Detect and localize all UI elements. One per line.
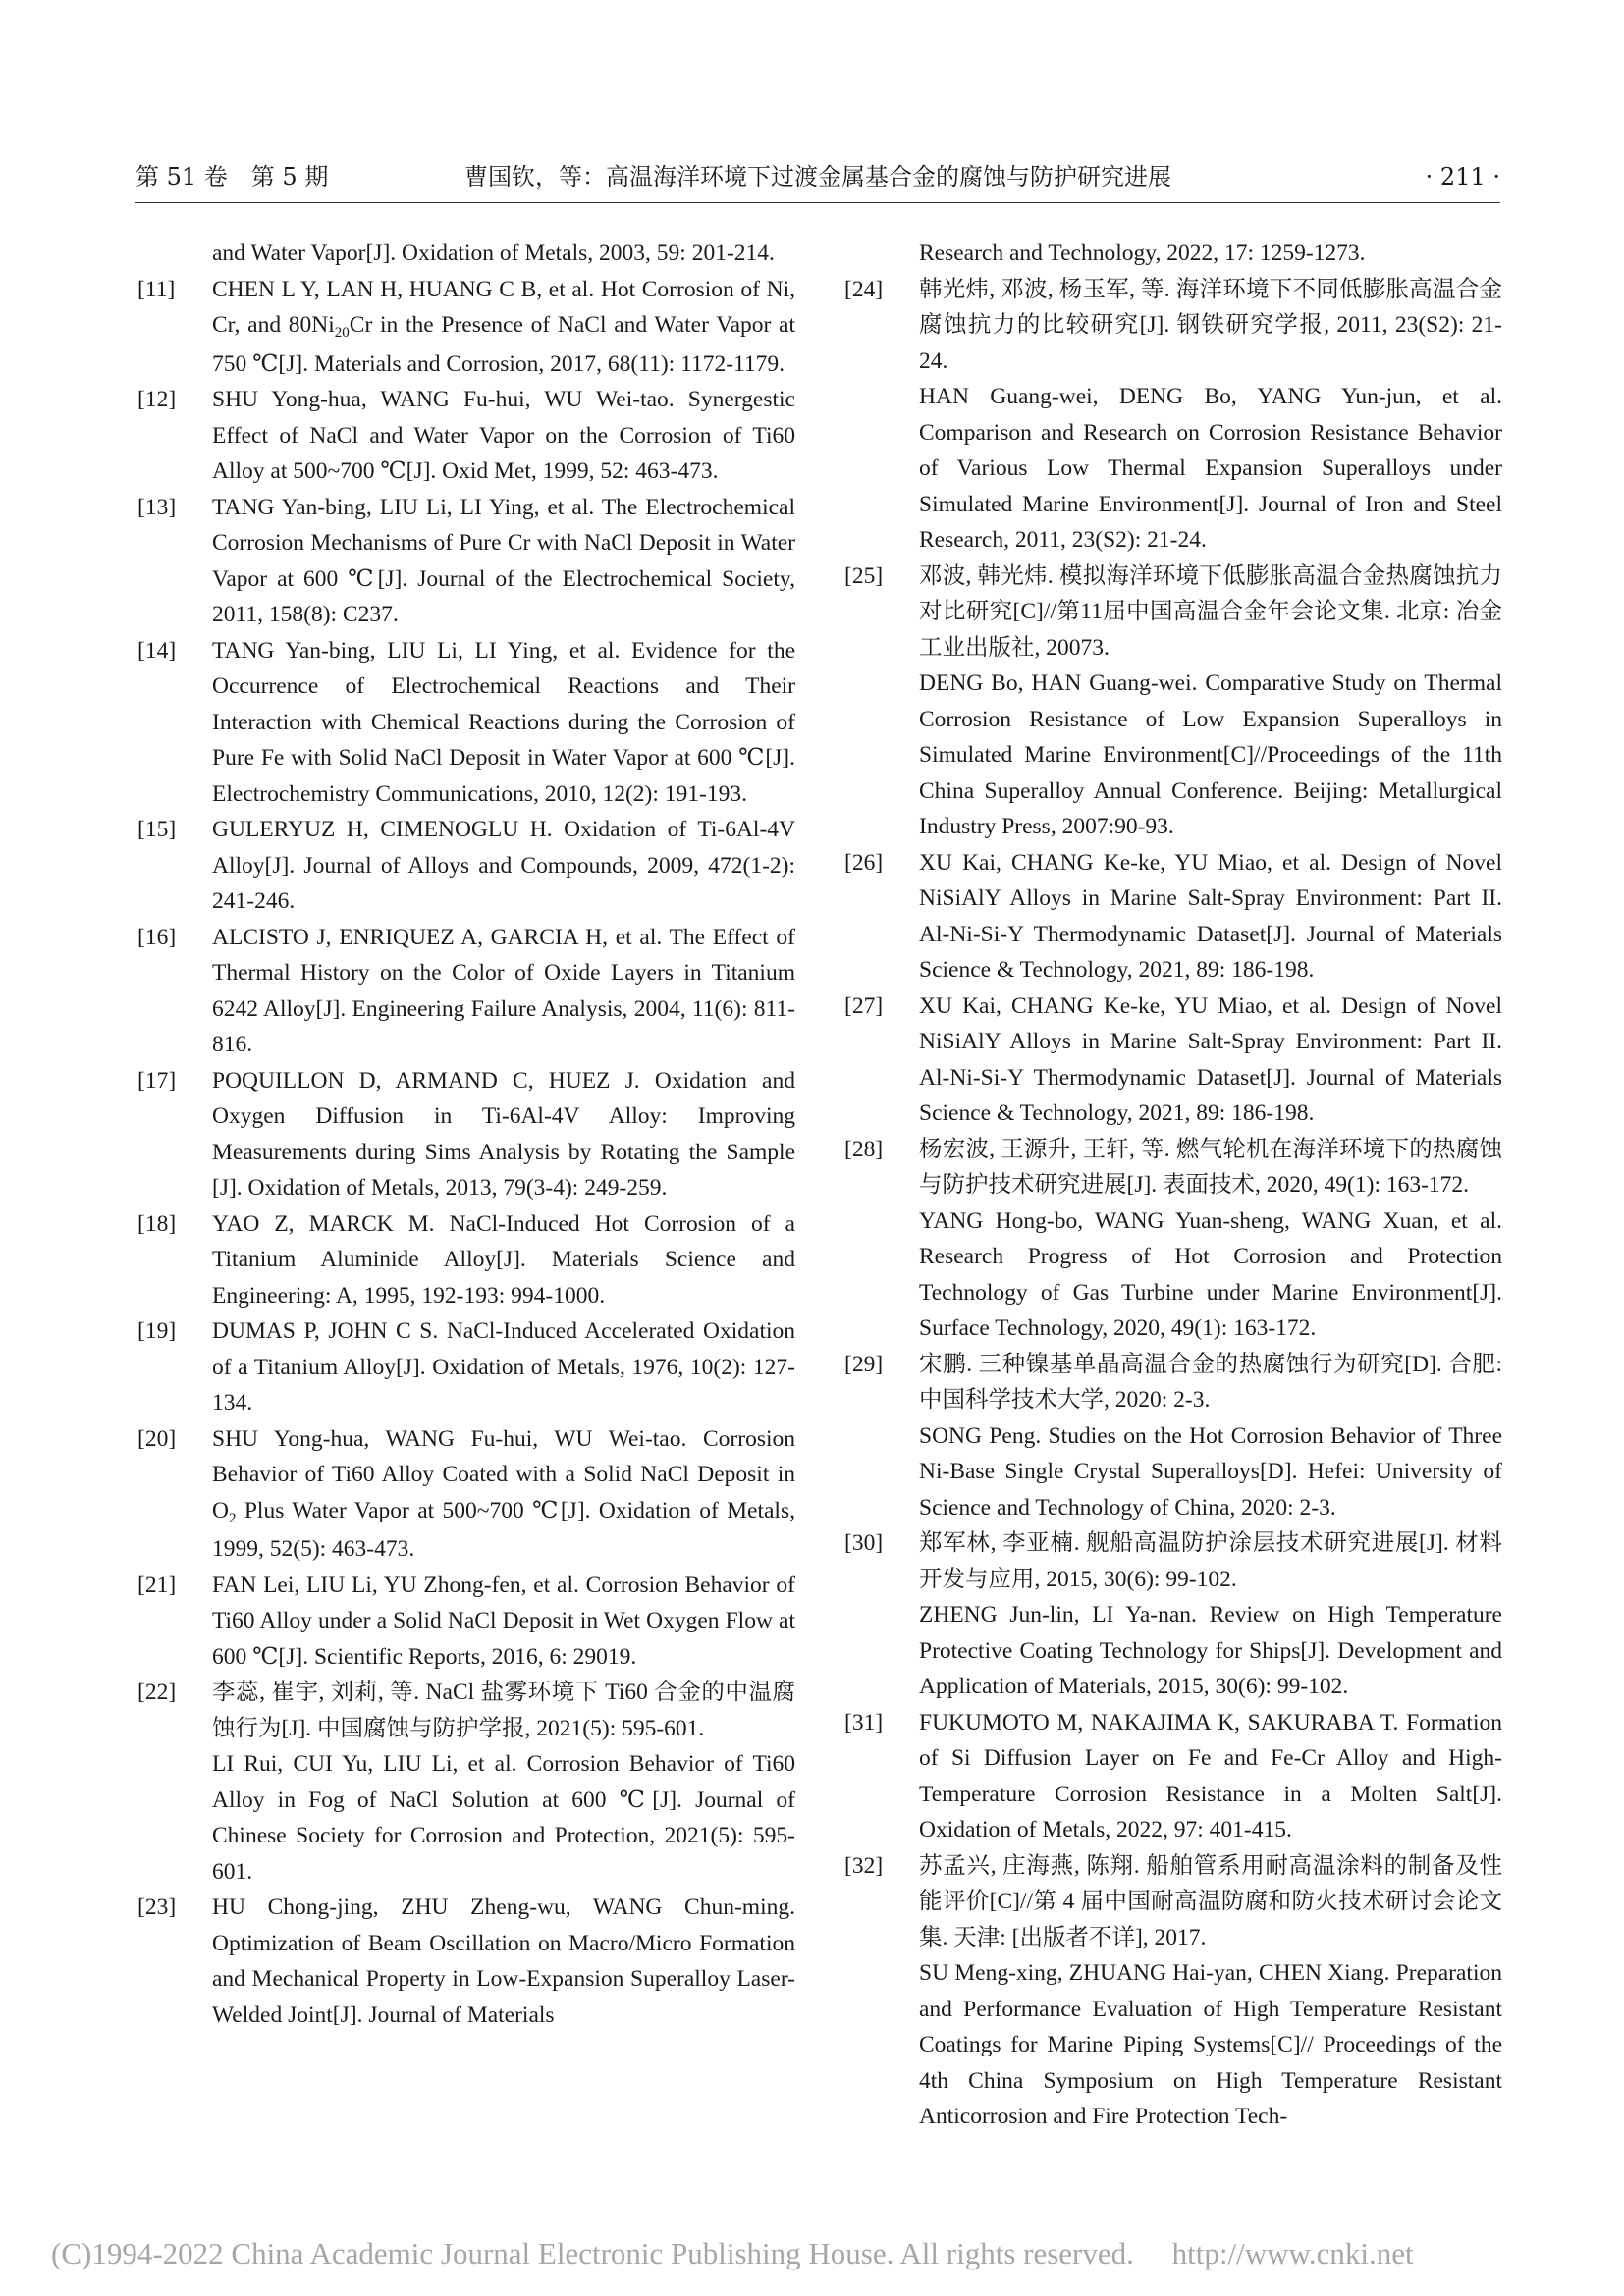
reference-entry — [137, 920, 795, 1063]
subscript: 20 — [334, 325, 350, 341]
reference-number: [20] — [137, 1425, 177, 1452]
reference-text: Research and Technology, 2022, 17: 1259-1273. — [919, 240, 1366, 266]
reference-number: [31] — [844, 1709, 884, 1735]
reference-number: [26] — [844, 849, 884, 876]
reference-entry — [137, 1568, 795, 1676]
reference-text: ALCISTO J, ENRIQUEZ A, GARCIA H, et al. The Effect of Thermal History on the Color of Oxide Layers in Titanium 6242 Alloy[J]. Engineering Failure Analysis, 2004, 11(6): 811-816. — [212, 924, 795, 1057]
reference-entry — [137, 490, 795, 633]
reference-entry — [844, 1525, 1502, 1705]
reference-entry — [137, 633, 795, 813]
reference-text: 杨宏波, 王源升, 王轩, 等. 燃气轮机在海洋环境下的热腐蚀与防护技术研究进展[J]. 表面技术, 2020, 49(1): 163-172. — [919, 1136, 1502, 1198]
reference-number: [27] — [844, 992, 884, 1019]
reference-number: [18] — [137, 1210, 177, 1237]
reference-number: [15] — [137, 817, 177, 842]
reference-text-continued: Cr in the Presence of NaCl and Water Vapor at 750 ℃[J]. Materials and Corrosion, 2017, 68(11): 1172-1179. — [212, 312, 795, 377]
page-number: · 211 · — [1425, 163, 1500, 190]
reference-number: [17] — [137, 1067, 177, 1094]
reference-text: 郑军林, 李亚楠. 舰船高温防护涂层技术研究进展[J]. 材料开发与应用, 2015, 30(6): 99-102. — [919, 1530, 1502, 1592]
header-rule — [135, 202, 1500, 203]
copyright-footer: (C)1994-2022 China Academic Journal Electronic Publishing House. All rights reserved. http://www.cnki.net — [51, 2236, 1414, 2270]
reference-text: SHU Yong-hua, WANG Fu-hui, WU Wei-tao. Corrosion Behavior of Ti60 Alloy Coated with a Solid NaCl Deposit in O — [212, 1425, 795, 1523]
reference-text: SHU Yong-hua, WANG Fu-hui, WU Wei-tao. Synergestic Effect of NaCl and Water Vapor on the Corrosion of Ti60 Alloy at 500~700 ℃[J]. Oxid Met, 1999, 52: 463-473. — [212, 387, 795, 484]
reference-number: [24] — [844, 276, 884, 302]
reference-entry — [844, 1848, 1502, 2135]
reference-translation: YANG Hong-bo, WANG Yuan-sheng, WANG Xuan, et al. Research Progress of Hot Corrosion and Protection Technology of Gas Turbine under Marine Environment[J]. Surface Technology, 2020, 49(1): 163-172. — [919, 1207, 1502, 1341]
reference-number: [16] — [137, 924, 177, 950]
reference-entry — [137, 1313, 795, 1421]
running-title: 曹国钦，等：高温海洋环境下过渡金属基合金的腐蚀与防护研究进展 — [464, 163, 1171, 190]
reference-entry — [844, 845, 1502, 988]
reference-text: YAO Z, MARCK M. NaCl-Induced Hot Corrosion of a Titanium Aluminide Alloy[J]. Materials Science and Engineering: A, 1995, 192-193: 994-1000. — [212, 1210, 795, 1308]
reference-text: FAN Lei, LIU Li, YU Zhong-fen, et al. Corrosion Behavior of Ti60 Alloy under a Solid NaCl Deposit in Wet Oxygen Flow at 600 ℃[J]. Scientific Reports, 2016, 6: 29019. — [212, 1572, 795, 1670]
reference-text: 苏孟兴, 庄海燕, 陈翔. 船舶管系用耐高温涂料的制备及性能评价[C]//第 4 届中国耐高温防腐和防火技术研讨会论文集. 天津: [出版者不详], 2017. — [919, 1852, 1502, 1950]
reference-text: HU Chong-jing, ZHU Zheng-wu, WANG Chun-ming. Optimization of Beam Oscillation on Macro/Micro Formation and Mechanical Property in Low-Expansion Superalloy Laser-Welded Joint[J]. Journal of Materials — [212, 1895, 795, 2028]
reference-text: TANG Yan-bing, LIU Li, LI Ying, et al. The Electrochemical Corrosion Mechanisms of Pure Cr with NaCl Deposit in Water Vapor at 600 ℃[J]. Journal of the Electrochemical Society, 2011, 158(8): C237. — [212, 494, 795, 627]
reference-text: 韩光炜, 邓波, 杨玉军, 等. 海洋环境下不同低膨胀高温合金腐蚀抗力的比较研究[J]. 钢铁研究学报, 2011, 23(S2): 21-24. — [919, 276, 1502, 374]
reference-entry — [137, 1890, 795, 2033]
reference-column-left — [137, 236, 795, 2033]
subscript: 2 — [228, 1510, 237, 1526]
reference-text: TANG Yan-bing, LIU Li, LI Ying, et al. Evidence for the Occurrence of Electrochemical Reactions and Their Interaction with Chemical Reactions during the Corrosion of Pure Fe with Solid NaCl Deposit in Water Vapor at 600 ℃[J]. Electrochemistry Communications, 2010, 12(2): 191-193. — [212, 637, 795, 807]
reference-text-continued: Plus Water Vapor at 500~700 ℃[J]. Oxidation of Metals, 1999, 52(5): 463-473. — [212, 1497, 795, 1562]
reference-number: [11] — [137, 276, 176, 302]
reference-text: and Water Vapor[J]. Oxidation of Metals, 2003, 59: 201-214. — [212, 240, 775, 266]
reference-number: [21] — [137, 1572, 177, 1598]
reference-number: [30] — [844, 1530, 884, 1556]
reference-entry — [137, 812, 795, 920]
reference-text: POQUILLON D, ARMAND C, HUEZ J. Oxidation and Oxygen Diffusion in Ti-6Al-4V Alloy: Improving Measurements during Sims Analysis by Rotating the Sample [J]. Oxidation of Metals, 2013, 79(3-4): 249-259. — [212, 1067, 795, 1201]
reference-text: CHEN L Y, LAN H, HUANG C B, et al. Hot Corrosion of Ni, Cr, and 80Ni — [212, 276, 795, 338]
reference-text: 邓波, 韩光炜. 模拟海洋环境下低膨胀高温合金热腐蚀抗力对比研究[C]//第11届中国高温合金年会论文集. 北京: 冶金工业出版社, 20073. — [919, 562, 1502, 661]
reference-entry — [844, 559, 1502, 845]
running-header — [135, 155, 1500, 198]
reference-entry — [137, 272, 795, 383]
reference-translation: SU Meng-xing, ZHUANG Hai-yan, CHEN Xiang. Preparation and Performance Evaluation of High Temperature Resistant Coatings for Marine Piping Systems[C]// Proceedings of the 4th China Symposium on High Temperature Resistant Anticorrosion and Fire Protection Tech- — [919, 1960, 1502, 2129]
reference-text: 宋鹏. 三种镍基单晶高温合金的热腐蚀行为研究[D]. 合肥: 中国科学技术大学, 2020: 2-3. — [919, 1351, 1502, 1413]
reference-entry — [844, 1705, 1502, 1848]
reference-entry — [844, 988, 1502, 1132]
reference-number: [22] — [137, 1680, 177, 1705]
reference-number: [19] — [137, 1318, 177, 1344]
reference-text: DUMAS P, JOHN C S. NaCl-Induced Accelerated Oxidation of a Titanium Alloy[J]. Oxidation of Metals, 1976, 10(2): 127-134. — [212, 1318, 795, 1415]
reference-number: [23] — [137, 1895, 177, 1920]
reference-column-right — [844, 236, 1502, 2135]
reference-translation: DENG Bo, HAN Guang-wei. Comparative Study on Thermal Corrosion Resistance of Low Expansion Superalloys in Simulated Marine Environment[C]//Proceedings of the 11th China Superalloy Annual Conference. Beijing: Metallurgical Industry Press, 2007:90-93. — [919, 670, 1502, 839]
reference-number: [13] — [137, 494, 177, 520]
reference-text: FUKUMOTO M, NAKAJIMA K, SAKURABA T. Formation of Si Diffusion Layer on Fe and Fe-Cr Alloy and High-Temperature Corrosion Resistance in a Molten Salt[J]. Oxidation of Metals, 2022, 97: 401-415. — [919, 1709, 1502, 1842]
reference-text: XU Kai, CHANG Ke-ke, YU Miao, et al. Design of Novel NiSiAlY Alloys in Marine Salt-Spray Environment: Part II. Al-Ni-Si-Y Thermodynamic Dataset[J]. Journal of Materials Science & Technology, 2021, 89: 186-198. — [919, 992, 1502, 1126]
reference-translation: HAN Guang-wei, DENG Bo, YANG Yun-jun, et al. Comparison and Research on Corrosion Resistance Behavior of Various Low Thermal Expansion Superalloys under Simulated Marine Environment[J]. Journal of Iron and Steel Research, 2011, 23(S2): 21-24. — [919, 384, 1502, 553]
reference-translation: SONG Peng. Studies on the Hot Corrosion Behavior of Three Ni-Base Single Crystal Superalloys[D]. Hefei: University of Science and Technology of China, 2020: 2-3. — [919, 1422, 1502, 1521]
reference-entry — [137, 1206, 795, 1314]
reference-entry — [137, 382, 795, 490]
volume-issue: 第 51 卷 第 5 期 — [135, 163, 329, 190]
reference-entry — [137, 1675, 795, 1890]
reference-number: [25] — [844, 562, 884, 589]
reference-entry — [844, 1347, 1502, 1526]
reference-number: [29] — [844, 1351, 884, 1377]
reference-entry — [844, 1132, 1502, 1347]
reference-number: [32] — [844, 1852, 884, 1879]
reference-continuation — [137, 236, 795, 272]
reference-number: [12] — [137, 387, 177, 412]
reference-text: 李蕊, 崔宇, 刘莉, 等. NaCl 盐雾环境下 Ti60 合金的中温腐蚀行为[J]. 中国腐蚀与防护学报, 2021(5): 595-601. — [212, 1680, 795, 1741]
reference-entry — [844, 272, 1502, 559]
reference-translation: LI Rui, CUI Yu, LIU Li, et al. Corrosion Behavior of Ti60 Alloy in Fog of NaCl Solution at 600 ℃[J]. Journal of Chinese Society for Corrosion and Protection, 2021(5): 595-601. — [212, 1751, 795, 1885]
reference-text: GULERYUZ H, CIMENOGLU H. Oxidation of Ti-6Al-4V Alloy[J]. Journal of Alloys and Compounds, 2009, 472(1-2): 241-246. — [212, 817, 795, 914]
reference-number: [28] — [844, 1136, 884, 1162]
reference-continuation — [844, 236, 1502, 272]
reference-number: [14] — [137, 637, 177, 664]
reference-text: XU Kai, CHANG Ke-ke, YU Miao, et al. Design of Novel NiSiAlY Alloys in Marine Salt-Spray Environment: Part II. Al-Ni-Si-Y Thermodynamic Dataset[J]. Journal of Materials Science & Technology, 2021, 89: 186-198. — [919, 849, 1502, 983]
reference-entry — [137, 1063, 795, 1206]
reference-translation: ZHENG Jun-lin, LI Ya-nan. Review on High Temperature Protective Coating Technology for Ships[J]. Development and Application of Materials, 2015, 30(6): 99-102. — [919, 1602, 1502, 1699]
reference-entry — [137, 1421, 795, 1568]
